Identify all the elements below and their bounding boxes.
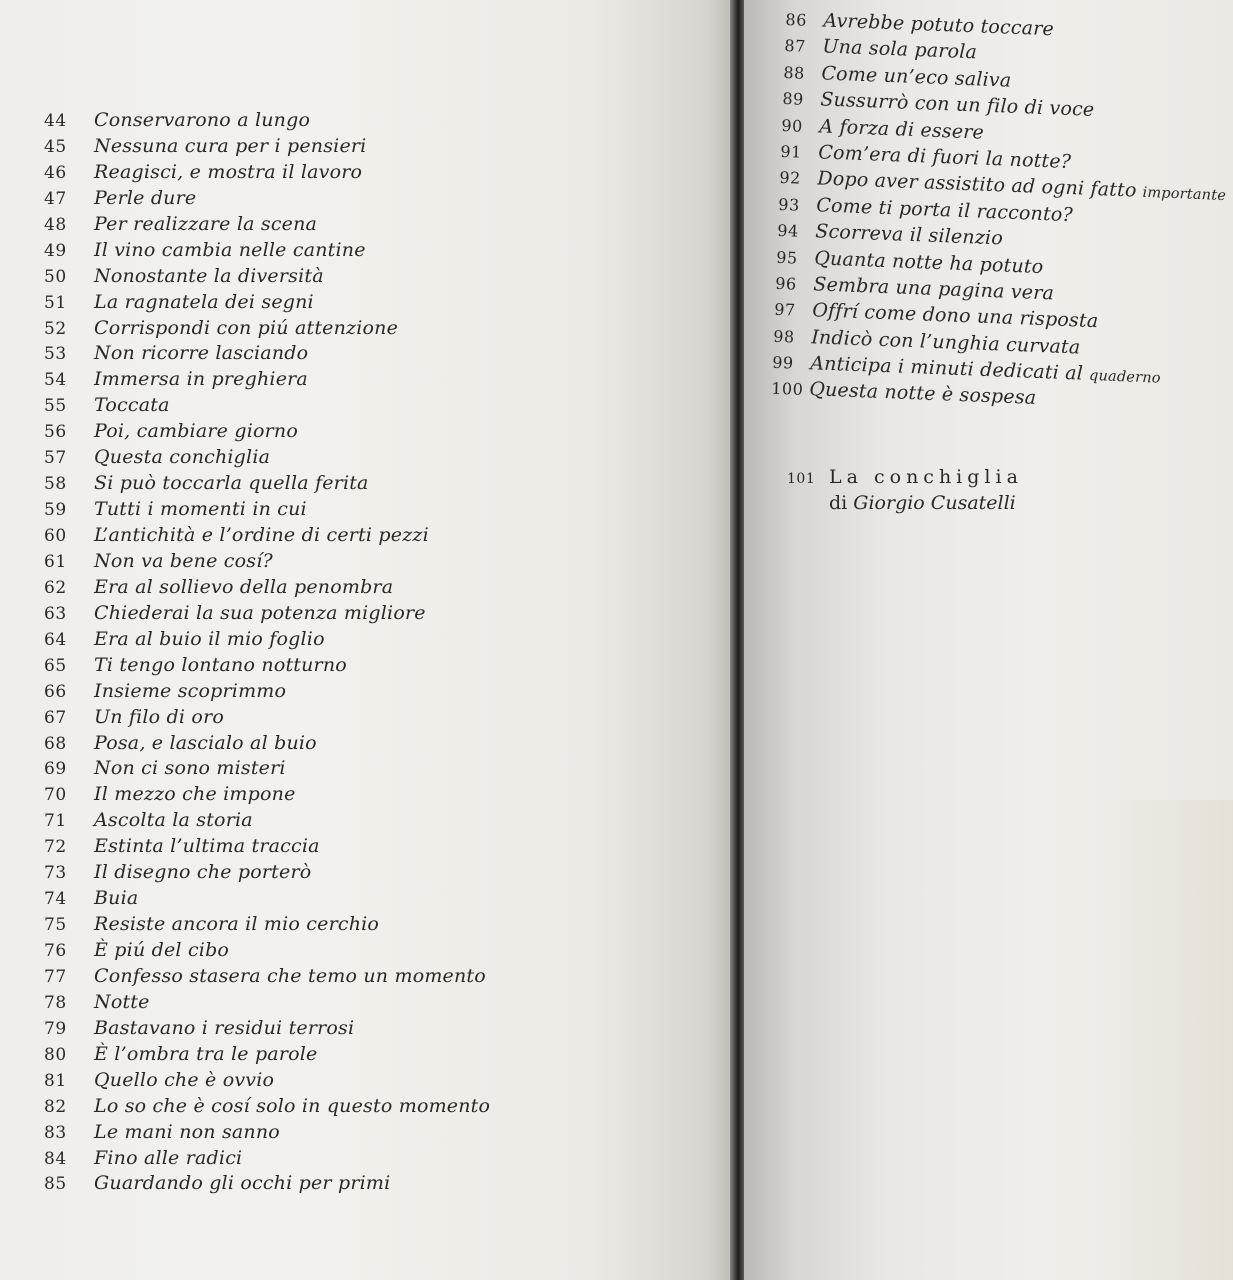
toc-entry-title: Quello che è ovvio [94,1068,275,1091]
toc-entry-number: 94 [777,220,800,241]
toc-entry-title: Dopo aver assistito ad ogni fatto [816,167,1137,202]
toc-entry-title: Indicò con l’unghia curvata [810,325,1081,359]
toc-entry-number: 64 [44,629,67,650]
closing-entry-title: La conchiglia [829,466,1023,488]
toc-entry-title: Corrispondi con piú attenzione [94,316,399,339]
toc-entry-title: Si può toccarla quella ferita [94,472,369,495]
toc-entry-number: 44 [44,111,67,131]
toc-entry-title: Le mani non sanno [94,1120,280,1143]
toc-entry-number: 80 [44,1044,67,1065]
toc-entry-number: 52 [44,318,67,339]
toc-entry [44,393,490,419]
toc-entry-number: 73 [44,863,67,884]
toc-entry-number: 57 [44,448,67,469]
toc-entry-title: Come ti porta il racconto? [815,194,1074,226]
toc-entry [44,679,490,705]
toc-entry-title: Era al buio il mio foglio [94,627,325,650]
toc-entry-number: 87 [784,36,807,57]
toc-entry-number: 90 [781,115,804,136]
toc-entry [44,1068,490,1094]
toc-entry-number: 89 [782,89,805,109]
toc-entry-number: 65 [44,655,67,676]
toc-entry-title: Resiste ancora il mio cerchio [94,913,380,936]
toc-entry-title: L’antichità e l’ordine di certi pezzi [94,524,429,546]
toc-entry-title: Lo so che è cosí solo in questo momento [94,1094,491,1117]
toc-entry-title: Perle dure [94,186,197,209]
toc-entry-title: Per realizzare la scena [94,212,318,235]
toc-entry-title: Immersa in preghiera [94,368,308,391]
toc-entry-number: 66 [44,681,67,702]
toc-entry-title: Toccata [94,394,170,417]
toc-entry-number: 63 [44,603,67,624]
toc-entry-title-tail: quaderno [1088,367,1161,387]
toc-entry-number: 95 [775,247,799,268]
toc-entry-title: Bastavano i residui terrosi [94,1016,355,1039]
toc-entry-number: 79 [44,1018,67,1039]
toc-entry-title: Il mezzo che impone [94,783,296,806]
toc-entry-title: Tutti i momenti in cui [94,498,307,521]
toc-entry-number: 55 [44,396,67,417]
toc-entry-title: Non ricorre lasciando [94,342,309,365]
toc-entry [44,497,490,523]
toc-entry [44,160,490,186]
toc-entry-title: Quanta notte ha potuto [813,246,1044,278]
toc-entry [44,367,490,393]
toc-entry-number: 84 [44,1148,67,1169]
toc-entry-title: Sembra una pagina vera [812,273,1055,305]
toc-entry-title: Sussurrò con un filo di voce [820,88,1095,122]
toc-entry-number: 67 [44,707,67,728]
toc-entry-number: 91 [780,141,803,162]
toc-entry-number: 97 [773,300,797,320]
toc-entry [44,782,490,808]
toc-entry-number: 48 [44,214,67,235]
author-prefix: di [829,492,848,514]
toc-entry-title: Non ci sono misteri [94,757,286,780]
toc-entry-number: 46 [44,162,67,183]
toc-entry-title: Ascolta la storia [94,809,253,832]
toc-entry-number: 81 [44,1070,67,1091]
toc-entry-number: 86 [785,9,808,30]
toc-entry-title: Come un’eco saliva [821,62,1012,92]
toc-entry-number: 58 [44,474,67,495]
toc-entry-number: 56 [44,422,67,443]
toc-list-right [771,6,1233,419]
toc-entry-title: Com’era di fuori la notte? [817,141,1072,174]
toc-entry-number: 78 [44,992,67,1013]
toc-entry-number: 71 [44,811,67,832]
toc-entry [44,886,490,912]
toc-entry-title: Posa, e lascialo al buio [94,731,317,754]
toc-entry [44,471,490,497]
toc-entry-number: 51 [44,292,67,313]
toc-entry-title: Il disegno che porterò [94,861,312,884]
toc-entry [44,1016,490,1042]
toc-entry-number: 83 [44,1122,67,1143]
toc-entry [44,445,490,471]
toc-entry-number: 50 [44,266,67,287]
toc-entry-number: 61 [44,551,67,572]
closing-entry-number: 101 [787,471,816,487]
toc-entry-title: Il vino cambia nelle cantine [94,238,366,261]
toc-entry [44,990,490,1016]
toc-entry-title: È piú del cibo [94,939,230,961]
toc-entry-number: 70 [44,785,67,806]
toc-entry-number: 59 [44,500,67,521]
toc-entry-number: 77 [44,966,67,987]
toc-entry-number: 53 [44,344,67,365]
toc-entry [44,731,490,757]
toc-entry-number: 60 [44,526,67,546]
toc-entry-number: 72 [44,837,67,858]
toc-entry-number: 47 [44,188,67,209]
toc-entry-title: Reagisci, e mostra il lavoro [94,160,363,183]
toc-entry-number: 76 [44,941,67,961]
toc-entry-title: La ragnatela dei segni [94,290,314,313]
toc-entry [44,108,490,134]
toc-entry-title: Offrí come dono una risposta [811,299,1099,333]
toc-entry [44,264,490,290]
toc-entry-number: 93 [778,194,801,215]
toc-entry-title: Confesso stasera che temo un momento [94,964,486,987]
toc-entry-title: Non va bene cosí? [94,549,273,572]
toc-entry [44,860,490,886]
toc-entry-title: Ti tengo lontano notturno [94,653,347,676]
toc-entry-title: Questa conchiglia [94,446,271,469]
toc-entry-number: 62 [44,577,67,598]
toc-entry-number: 45 [44,136,67,157]
toc-entry-number: 68 [44,733,67,754]
toc-entry-title: Poi, cambiare giorno [94,420,298,443]
toc-entry [44,938,490,964]
toc-entry [44,523,490,549]
toc-entry [44,1146,490,1172]
toc-entry-title: Guardando gli occhi per primi [94,1172,391,1195]
toc-entry [44,834,490,860]
toc-entry [44,419,490,445]
toc-entry-number: 49 [44,240,67,261]
toc-closing-entry [787,464,1023,516]
toc-entry-title: Estinta l’ultima traccia [94,835,320,858]
toc-entry-title: Nonostante la diversità [94,264,324,287]
book-gutter [730,0,744,1280]
toc-entry [44,238,490,264]
toc-entry [44,808,490,834]
toc-entry-title: Avrebbe potuto toccare [823,9,1055,41]
toc-entry [44,653,490,679]
toc-entry-number: 99 [771,352,795,373]
toc-entry [44,186,490,212]
toc-entry-title: Scorreva il silenzio [814,220,1004,250]
toc-entry-title: È l’ombra tra le parole [94,1042,318,1065]
toc-entry [44,549,490,575]
toc-entry-title: Insieme scoprimmo [94,679,287,702]
author-name: Giorgio Cusatelli [853,492,1016,514]
toc-entry-number: 92 [779,168,802,189]
toc-entry [44,341,490,367]
toc-entry [44,627,490,653]
toc-entry-number: 88 [783,62,806,83]
toc-entry-number: 54 [44,370,67,391]
toc-entry-number: 85 [44,1174,67,1195]
toc-entry-title: Anticipa i minuti dedicati al [809,352,1084,385]
toc-entry [44,290,490,316]
toc-entry [44,601,490,627]
toc-entry-title: Era al sollievo della penombra [94,575,394,598]
toc-list-left [44,108,490,1197]
toc-entry [44,1120,490,1146]
toc-entry [44,964,490,990]
toc-entry-title: Notte [94,990,150,1013]
toc-entry-title: A forza di essere [818,114,985,144]
toc-entry-title: Buia [94,887,139,910]
toc-entry-number: 96 [774,273,798,294]
toc-entry [44,212,490,238]
toc-entry [44,316,490,342]
toc-entry [44,756,490,782]
page-shadow [1100,800,1233,1280]
toc-entry-title: Conservarono a lungo [94,109,311,131]
toc-entry-title: Fino alle radici [94,1146,243,1169]
toc-entry-title: Chiederai la sua potenza migliore [94,601,426,624]
toc-entry-number: 82 [44,1096,67,1117]
toc-entry-number: 98 [772,326,796,347]
toc-entry-number: 74 [44,889,67,910]
toc-entry-title: Una sola parola [822,35,978,64]
toc-entry-title-tail: importante [1142,185,1227,205]
toc-entry-number: 100 [770,379,804,400]
toc-entry-title: Un filo di oro [94,705,224,728]
toc-entry-number: 69 [44,759,67,780]
toc-entry [44,912,490,938]
toc-entry [44,134,490,160]
toc-entry-title: Questa notte è sospesa [808,378,1037,410]
toc-entry-title: Nessuna cura per i pensieri [94,134,367,157]
toc-entry [44,1042,490,1068]
toc-entry [44,705,490,731]
toc-entry-number: 75 [44,915,67,936]
toc-entry [44,1094,490,1120]
toc-entry [44,575,490,601]
toc-entry [44,1171,490,1197]
